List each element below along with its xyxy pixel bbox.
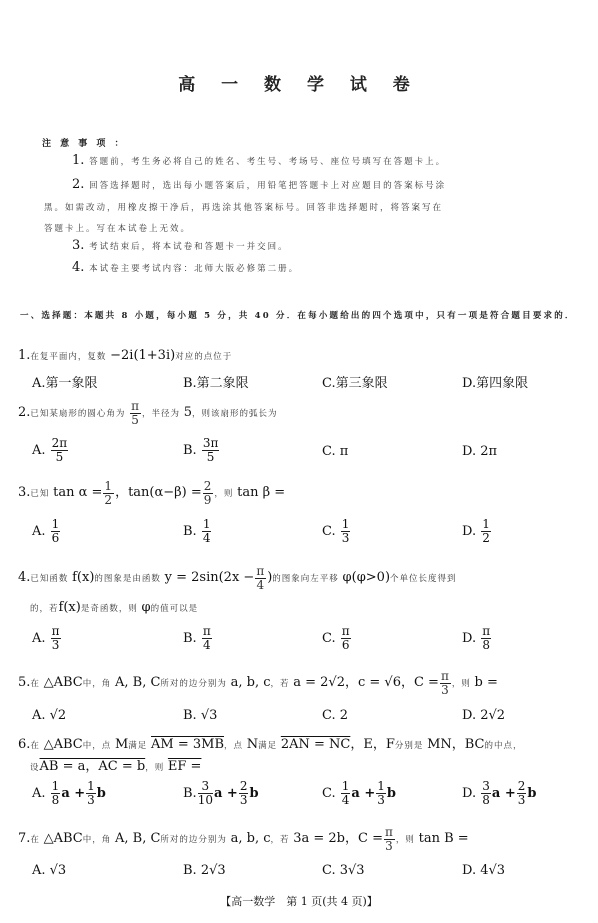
q6-option-b: B. $\frac{3}{10}$ a + $\frac{2}{3}$ b: [183, 779, 259, 807]
question-6-line2: 设AB = a，AC = b，则 EF =: [30, 759, 202, 774]
q3-option-c: C. $\frac{1}{3}$: [322, 517, 350, 545]
page-title: 高 一 数 学 试 卷: [178, 75, 420, 95]
q2-option-c: C. π: [322, 444, 349, 459]
notice-item: 2. 回答选择题时，选出每小题答案后，用铅笔把答题卡上对应题目的答案标号涂: [72, 177, 447, 192]
question-7: 7.在 △ABC中，角 A, B, C所对的边分别为 a, b, c，若 3a = 2b，C = $\frac{\pi}{3}$ ，则 tan B =: [18, 825, 469, 853]
q3-option-a: A. $\frac{1}{6}$: [32, 517, 60, 545]
question-4: 4.已知函数 f(x)的图象是由函数 y = 2sin(2x − $\frac{\pi}{4}$ )的图象向左平移 φ(φ>0)个单位长度得到: [18, 564, 457, 592]
q3-option-d: D. $\frac{1}{2}$: [462, 517, 490, 545]
q1-option-a: A.第一象限: [32, 376, 98, 391]
question-6: 6.在 △ABC中，点 M满足 AM = 3MB，点 N满足 2AN = NC，E，F分别是 MN，BC的中点，: [18, 737, 523, 752]
q6-option-a: A. $\frac{1}{8}$ a + $\frac{1}{3}$ b: [32, 779, 106, 807]
q1-option-b: B.第二象限: [183, 376, 249, 391]
q7-option-d: D. 4√3: [462, 863, 506, 878]
q4-option-d: D. $\frac{\pi}{8}$: [462, 624, 491, 652]
q4-option-c: C. $\frac{\pi}{6}$: [322, 624, 350, 652]
q5-option-b: B. √3: [183, 708, 218, 723]
q7-option-a: A. √3: [32, 863, 67, 878]
notice-item: 3. 考试结束后，将本试卷和答题卡一并交回。: [72, 238, 289, 253]
q2-option-b: B. $\frac{3\pi}{5}$: [183, 436, 219, 464]
notice-item: 4. 本试卷主要考试内容：北师大版必修第二册。: [72, 260, 300, 275]
q5-option-c: C. 2: [322, 708, 349, 723]
q5-option-a: A. √2: [32, 708, 67, 723]
notice-item: 1. 答题前，考生务必将自己的姓名、考生号、考场号、座位号填写在答题卡上。: [72, 153, 447, 168]
q6-option-c: C. $\frac{1}{4}$ a + $\frac{1}{3}$ b: [322, 779, 396, 807]
q1-option-c: C.第三象限: [322, 376, 388, 391]
question-1: 1.在复平面内，复数 −2i(1+3i)对应的点位于: [18, 348, 233, 363]
notice-item: 黑。如需改动，用橡皮擦干净后，再选涂其他答案标号。回答非选择题时，将答案写在: [44, 203, 444, 213]
question-2: 2.已知某扇形的圆心角为 $\frac{\pi}{5}$ ，半径为 5，则该扇形的弧长为: [18, 399, 278, 427]
page-footer: 【高一数学 第 1 页(共 4 页)】: [220, 895, 378, 908]
q4-option-b: B. $\frac{\pi}{4}$: [183, 624, 211, 652]
q3-option-b: B. $\frac{1}{4}$: [183, 517, 211, 545]
question-5: 5.在 △ABC中，角 A, B, C所对的边分别为 a, b, c，若 a = 2√2，c = √6，C = $\frac{\pi}{3}$ ，则 b =: [18, 669, 498, 697]
notice-item: 答题卡上。写在本试卷上无效。: [44, 224, 192, 234]
q1-option-d: D.第四象限: [462, 376, 529, 391]
q5-option-d: D. 2√2: [462, 708, 506, 723]
q2-option-d: D. 2π: [462, 444, 498, 459]
notice-heading: 注 意 事 项 ：: [42, 139, 127, 149]
question-4-line2: 的，若f(x)是奇函数，则 φ的值可以是: [30, 600, 199, 615]
section-heading: 一、选择题：本题共 8 小题，每小题 5 分，共 40 分．在每小题给出的四个选项中，只有一项是符合题目要求的．: [20, 311, 576, 321]
question-3: 3.已知 tan α = $\frac{1}{2}$ ，tan(α−β) = $\frac{2}{9}$ ，则 tan β =: [18, 479, 286, 507]
q7-option-c: C. 3√3: [322, 863, 365, 878]
q6-option-d: D. $\frac{3}{8}$ a + $\frac{2}{3}$ b: [462, 779, 537, 807]
q2-option-a: A. $\frac{2\pi}{5}$: [32, 436, 68, 464]
q7-option-b: B. 2√3: [183, 863, 226, 878]
q4-option-a: A. $\frac{\pi}{3}$: [32, 624, 60, 652]
